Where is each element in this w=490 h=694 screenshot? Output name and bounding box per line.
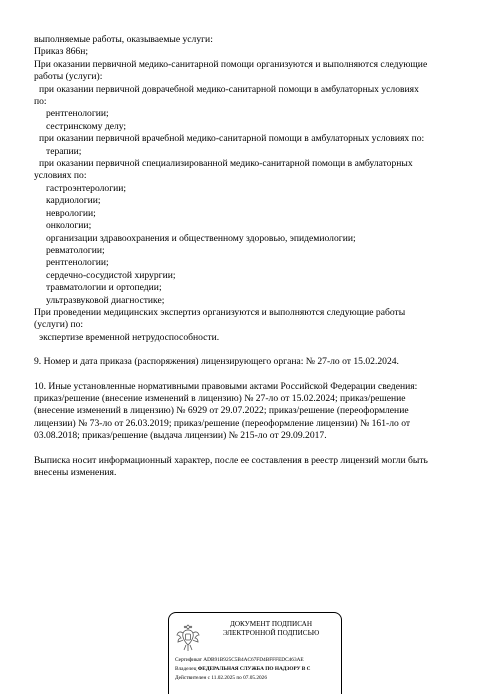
emblem-icon [175, 621, 201, 653]
list-item: экспертизе временной нетрудоспособности. [39, 331, 220, 343]
signature-title: ДОКУМЕНТ ПОДПИСАН ЭЛЕКТРОННОЙ ПОДПИСЬЮ [222, 620, 320, 637]
note-line: внесены изменения. [34, 467, 117, 478]
list-item: рентгенологии; [46, 108, 109, 120]
section-10-line: 03.08.2018; приказ/решение (выдача лицензии) № 215-ло от 29.09.2017. [34, 430, 327, 442]
text-line: При проведении медицинских экспертиз организуются и выполняются следующие работы [34, 306, 406, 318]
text-line: При оказании первичной медико-санитарной помощи организуются и выполняются следующие [34, 58, 428, 70]
list-item: онкологии; [46, 220, 92, 232]
text-line: работы (услуги): [34, 71, 103, 83]
list-item: неврологии; [46, 207, 96, 219]
section-10-line: (внесение изменений в лицензию) № 6929 от 29.07.2022; приказ/решение (переоформление [34, 405, 409, 417]
note-line: Выписка носит информационный характер, после ее составления в реестр лицензий могли быть [34, 454, 428, 466]
text-line: при оказании первичной специализированной медико-санитарной помощи в амбулаторных [39, 158, 413, 170]
owner-line: Владелец ФЕДЕРАЛЬНАЯ СЛУЖБА ПО НАДЗОРУ В С [175, 666, 311, 672]
certificate-line: Сертификат ADB91B925C5B4AC67FD4BFFFEDC463AE [175, 657, 304, 663]
text-line: выполняемые работы, оказываемые услуги: [34, 34, 213, 45]
text-line: при оказании первичной врачебной медико-санитарной помощи в амбулаторных условиях по: [39, 133, 425, 145]
electronic-signature-stamp [168, 612, 342, 694]
validity-line: Действителен с 11.02.2025 по 07.05.2026 [175, 675, 267, 681]
section-10-line: 10. Иные установленные нормативными правовыми актами Российской Федерации сведения: [34, 380, 418, 392]
section-10-line: лицензии) № 73-ло от 26.03.2019; приказ/решение (переоформление лицензии) № 161-ло от [34, 417, 411, 429]
list-item: сестринскому делу; [46, 120, 127, 132]
text-line: при оказании первичной доврачебной медико-санитарной помощи в амбулаторных условиях [39, 83, 419, 95]
text-line: по: [34, 96, 47, 108]
document-body [34, 34, 474, 479]
list-item: ультразвуковой диагностике; [46, 294, 165, 306]
list-item: организации здравоохранения и общественному здоровью, эпидемиологии; [46, 232, 356, 244]
list-item: кардиологии; [46, 195, 101, 207]
text-line: условиях по: [34, 170, 87, 182]
list-item: рентгенологии; [46, 257, 109, 269]
list-item: травматологии и ортопедии; [46, 282, 162, 294]
list-item: ревматологии; [46, 244, 105, 256]
text-line: (услуги) по: [34, 319, 84, 331]
list-item: сердечно-сосудистой хирургии; [46, 269, 176, 281]
section-10-line: приказ/решение (внесение изменений в лицензию) № 27-ло от 15.02.2024; приказ/решение [34, 392, 406, 404]
list-item: терапии; [46, 145, 82, 157]
list-item: гастроэнтерологии; [46, 182, 127, 194]
section-9: 9. Номер и дата приказа (распоряжения) лицензирующего органа: № 27-ло от 15.02.2024. [34, 356, 399, 368]
text-line: Приказ 866н; [34, 46, 89, 58]
